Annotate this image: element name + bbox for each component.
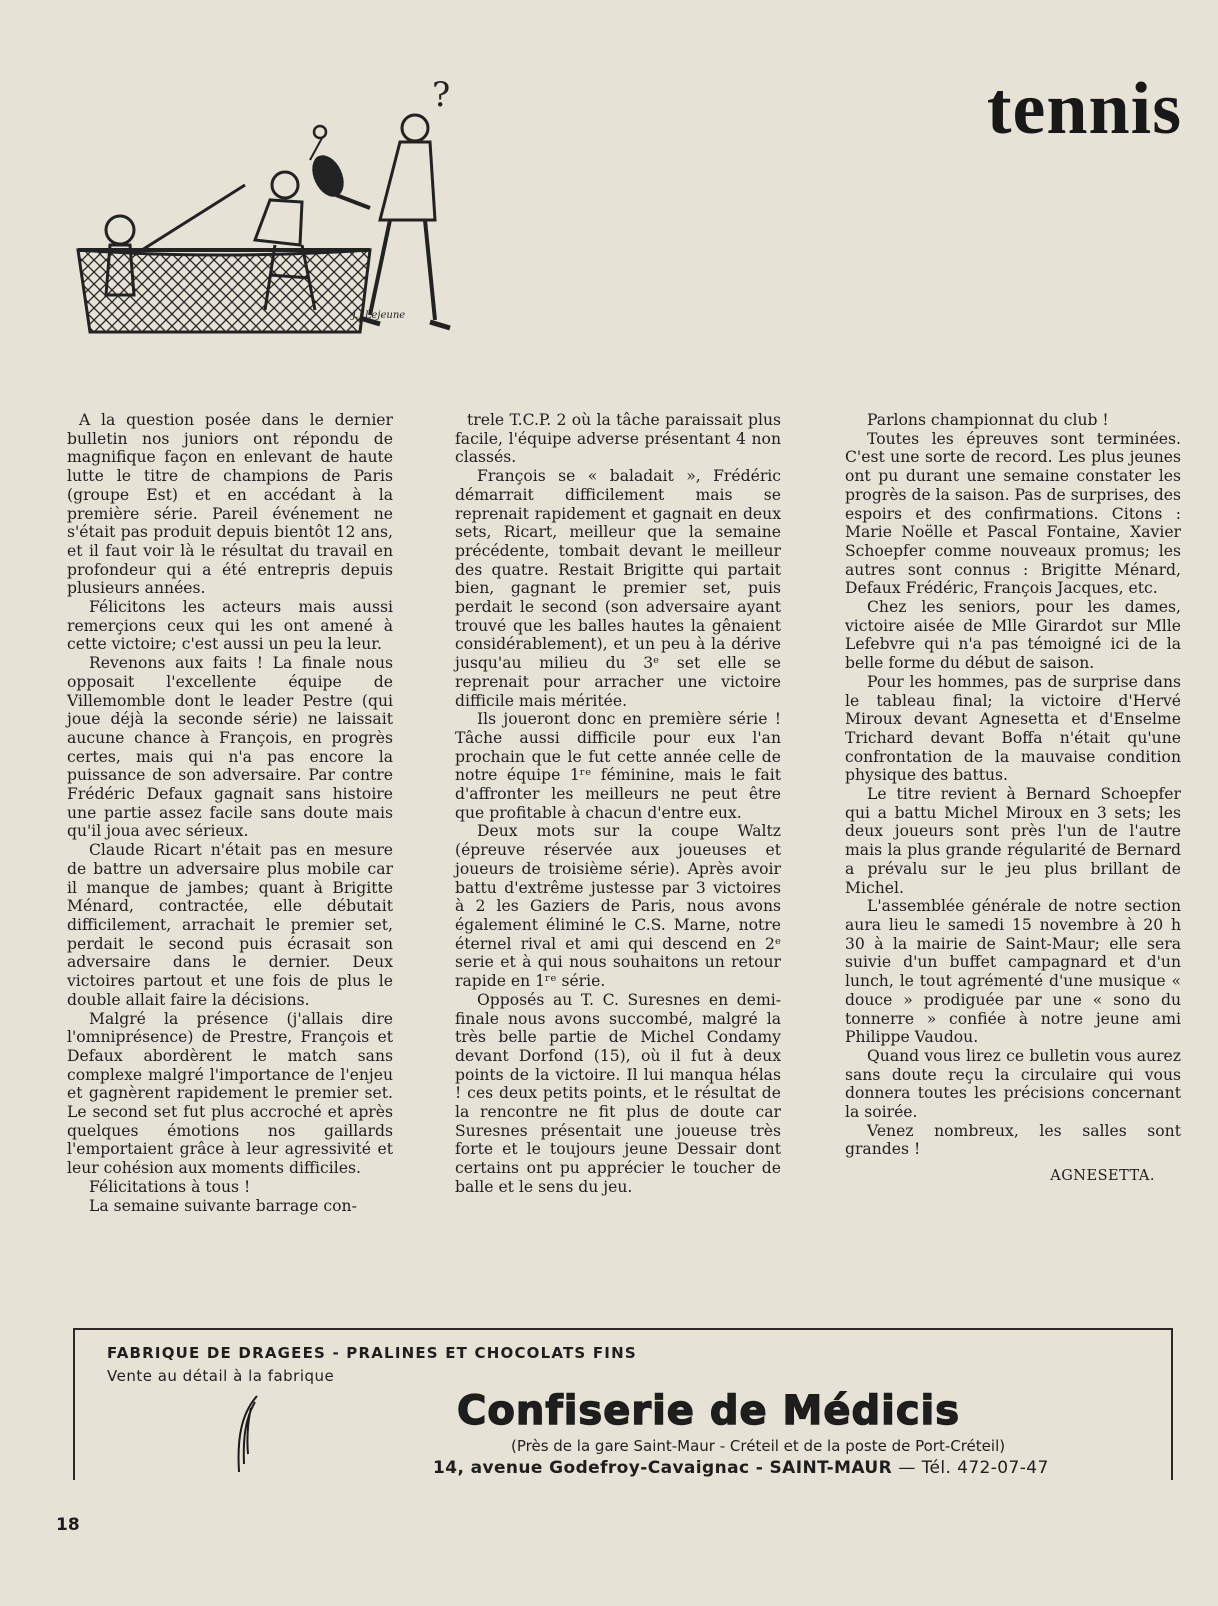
article-column-1 [67,411,393,1215]
paragraph: Pour les hommes, pas de surprise dans le tableau final; la victoire d'Hervé Miroux devant Agnesetta et d'Enselme Trichard devant Boffa n'était qu'une confrontation de la mauvaise condition physique des battus. [845,672,1181,785]
shop-address-line [433,1458,1049,1478]
article-column-2 [455,411,781,1197]
paragraph: Opposés au T. C. Suresnes en demi-finale nous avons succombé, malgré la très belle partie de Michel Condamy devant Dorfond (15), où il fut à deux points de la victoire. Il lui manqua hélas ! ces deux petits points, et le résultat de la rencontre ne fit plus de doute car Suresnes présentait une joueuse très forte et le toujours jeune Dessair dont certains ont pu apprécier le toucher de balle et le sens du jeu. [455,990,781,1196]
paragraph: A la question posée dans le dernier bulletin nos juniors ont répondu de magnifique façon en enlevant de haute lutte le titre de champions de Paris (groupe Est) et en accédant à la première série. Pareil événement ne s'était pas produit depuis bientôt 12 ans, et il faut voir là le résultat du travail en profondeur qui a été entrepris depuis plusieurs années. [67,411,393,598]
paragraph: François se « baladait », Frédéric démarrait difficilement mais se reprenait rapidement et gagnait en deux sets, Ricart, meilleur que la semaine précédente, tombait devant le meilleur des quatre. Restait Brigitte qui partait bien, gagnant le premier set, puis perdait le second (son adversaire ayant trouvé que les balles hautes la gênaient considérablement), et un peu à la dérive jusqu'au milieu du 3ᵉ set elle se reprenait pour arracher une victoire difficile mais méritée. [455,467,781,710]
question-mark: ? [432,80,451,115]
cartoon-signature: J.J.Lejeune [352,310,406,321]
advertisement-box [73,1328,1173,1480]
tennis-cartoon-illustration [70,80,470,350]
paragraph: Félicitations à tous ! [89,1177,251,1196]
paragraph: trele T.C.P. 2 où la tâche paraissait plus facile, l'équipe adverse présentant 4 non classés. [455,411,781,467]
paragraph: L'assemblée générale de notre section aura lieu le samedi 15 novembre à 20 h 30 à la mairie de Saint-Maur; elle sera suivie d'un buffet campagnard et d'un lunch, le tout agrémenté d'une musique « douce » prodiguée par une « sono du tonnerre » confiée à notre jeune ami Philippe Vaudou. [845,897,1181,1047]
paragraph: Malgré la présence (j'allais dire l'omniprésence) de Prestre, François et Defaux abordèrent le match sans complexe malgré l'importance de l'enjeu et gagnèrent rapidement le premier set. Le second set fut plus accroché et après quelques émotions nos gaillards l'emportaient grâce à leur agressivité et leur cohésion aux moments difficiles. [67,1009,393,1178]
paragraph: Venez nombreux, les salles sont grandes ! [845,1121,1181,1159]
paragraph: La semaine suivante barrage con- [89,1196,357,1215]
paragraph: Revenons aux faits ! La finale nous opposait l'excellente équipe de Villemomble dont le leader Pestre (qui joue déjà la seconde série) ne laissait aucune chance à François, en progrès certes, mais qui n'a pas encore la puissance de son adversaire. Par contre Frédéric Defaux gagnait sans histoire une partie assez facile sans doute mais qu'il joua avec sérieux. [67,654,393,841]
paragraph: Claude Ricart n'était pas en mesure de battre un adversaire plus mobile car il manque de jambes; quant à Brigitte Ménard, contractée, elle débutait difficilement, arrachait le premier set, perdait le second puis écrasait son adversaire dans le dernier. Deux victoires partout et une fois de plus le double allait faire la décisions. [67,841,393,1009]
ad-subline: Vente au détail à la fabrique [107,1367,335,1385]
article-column-3 [845,411,1181,1186]
paragraph: Le titre revient à Bernard Schoepfer qui a battu Michel Miroux en 3 sets; les deux joueurs sont près l'un de l'autre mais la plus grande régularité de Bernard a prévalu sur le jeu plus brillant de Michel. [845,785,1181,897]
paragraph: Ils joueront donc en première série ! Tâche aussi difficile pour eux l'an prochain que le fut cette année celle de notre équipe 1ʳᵉ féminine, mais le fait d'affronter les meilleurs ne peut être que profitable à chacun d'entre eux. [455,710,781,822]
shop-name: Confiserie de Médicis [457,1388,961,1434]
author-signature: AGNESETTA. [1050,1168,1155,1185]
ad-headline: FABRIQUE DE DRAGEES - PRALINES ET CHOCOLATS FINS [107,1344,637,1362]
paragraph: Félicitons les acteurs mais aussi remerçions ceux qui les ont amené à cette victoire; c'est aussi un peu la leur. [67,598,393,654]
paragraph: Chez les seniors, pour les dames, victoire aisée de Mlle Girardot sur Mlle Lefebvre qui n'a pas témoigné ici de la belle forme du début de saison. [845,598,1181,673]
shop-address: 14, avenue Godefroy-Cavaignac - SAINT-MAUR [433,1458,893,1478]
paragraph: Toutes les épreuves sont terminées. C'est une sorte de record. Les plus jeunes ont pu durant une semaine constater les progrès de la saison. Pas de surprises, des espoirs et des confirmations. Citons : Marie Noëlle et Pascal Fontaine, Xavier Schoepfer comme nouveaux promus; les autres sont connus : Brigitte Ménard, Defaux Frédéric, François Jacques, etc. [845,429,1181,598]
page-title: tennis [986,68,1182,150]
paragraph: Deux mots sur la coupe Waltz (épreuve réservée aux joueuses et joueurs de troisième série). Après avoir battu d'extrême justesse par 3 victoires à 2 les Gaziers de Paris, nous avons également éliminé le C.S. Marne, notre éternel rival et ami qui descend en 2ᵉ serie et à qui nous souhaitons un retour rapide en 1ʳᵉ série. [455,822,781,991]
paragraph: Parlons championnat du club ! [867,411,1109,429]
page-number: 18 [56,1515,80,1535]
paragraph: Quand vous lirez ce bulletin vous aurez sans doute reçu la circulaire qui vous donnera toutes les précisions concernant la soirée. [845,1046,1181,1122]
feather-icon [235,1394,261,1474]
shop-location-note: (Près de la gare Saint-Maur - Créteil et de la poste de Port-Créteil) [511,1437,1006,1455]
shop-phone: — Tél. 472-07-47 [898,1458,1049,1478]
